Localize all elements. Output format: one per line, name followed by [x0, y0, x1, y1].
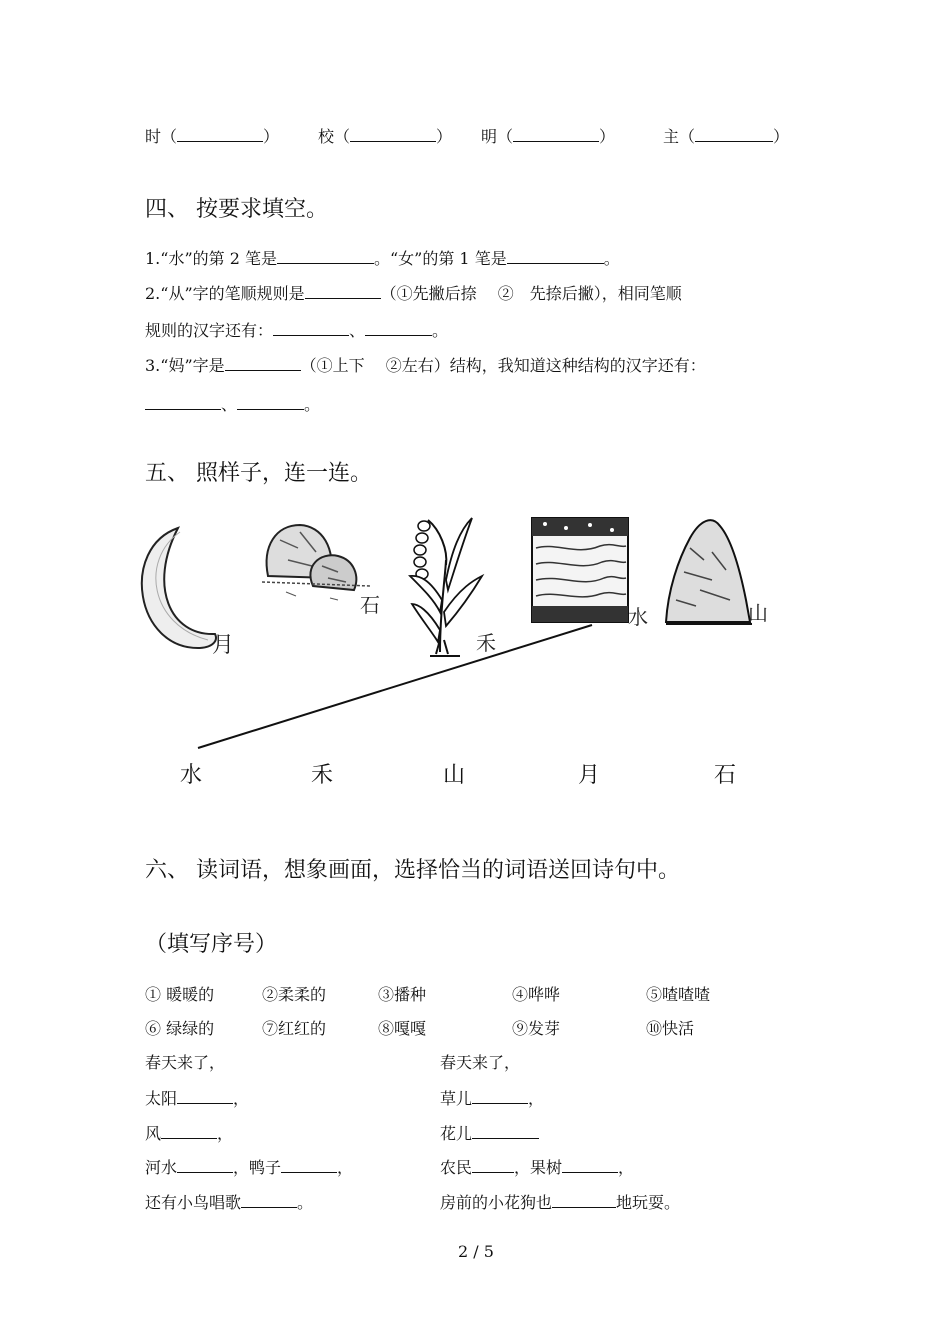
word-moon[interactable]: 月	[578, 763, 601, 788]
page-number: 2 / 5	[458, 1242, 494, 1261]
answer-blank[interactable]	[562, 1158, 618, 1173]
section-6-title: 六、 读词语，想象画面，选择恰当的词语送回诗句中。	[145, 858, 680, 883]
right-poem-line-1: 春天来了，	[440, 1053, 521, 1072]
question-2: 2.“从”字的笔顺规则是 （①先撇后捺 ② 先捺后撇），相同笔顺	[145, 284, 682, 303]
question-2-cont: 规则的汉字还有： 、 。	[145, 321, 449, 340]
example-connection-line	[198, 625, 592, 748]
option-8: ⑧嘎嘎	[378, 1019, 427, 1038]
answer-blank[interactable]	[161, 1124, 217, 1139]
option-9: ⑨发芽	[512, 1019, 561, 1038]
answer-blank[interactable]	[241, 1193, 297, 1208]
rice-picture[interactable]	[410, 518, 482, 656]
picture-label-rice: 禾	[476, 631, 496, 655]
answer-blank[interactable]	[552, 1193, 616, 1208]
answer-blank[interactable]	[177, 1158, 233, 1173]
char-item-shi: 时（ ）	[145, 127, 280, 146]
option-6: ⑥ 绿绿的	[145, 1019, 215, 1038]
char-item-zhu: 主（ ）	[663, 127, 790, 146]
answer-blank[interactable]	[472, 1089, 528, 1104]
picture-label-stone: 石	[360, 593, 380, 617]
left-poem-line-5: 还有小鸟唱歌 。	[145, 1193, 314, 1212]
right-poem-line-4: 农民 ，果树 ，	[440, 1158, 635, 1177]
answer-blank[interactable]	[177, 1089, 233, 1104]
moon-picture[interactable]	[142, 528, 216, 648]
char-item-ming: 明（ ）	[481, 127, 616, 146]
word-rice[interactable]: 禾	[311, 763, 334, 788]
right-poem-line-5: 房前的小花狗也 地玩耍。	[440, 1193, 681, 1212]
word-water[interactable]: 水	[180, 763, 203, 788]
section-5-title: 五、 照样子，连一连。	[145, 461, 372, 486]
stone-picture[interactable]	[262, 525, 370, 600]
picture-label-water: 水	[628, 605, 648, 629]
question-1: 1.“水”的第 2 笔是 。“女”的第 1 笔是 。	[145, 249, 620, 268]
left-poem-line-3: 风 ，	[145, 1124, 234, 1143]
option-7: ⑦红红的	[262, 1019, 327, 1038]
option-3: ③播种	[378, 985, 427, 1004]
option-1: ① 暖暖的	[145, 985, 215, 1004]
answer-blank[interactable]	[472, 1158, 514, 1173]
picture-label-mountain: 山	[748, 601, 768, 625]
water-picture[interactable]	[532, 518, 628, 622]
left-poem-line-1: 春天来了，	[145, 1053, 226, 1072]
section-6-subtitle: （填写序号）	[145, 932, 278, 957]
question-3-cont: 、 。	[145, 392, 320, 415]
option-5: ⑤喳喳喳	[646, 985, 711, 1004]
option-10: ⑩快活	[646, 1019, 695, 1038]
left-poem-line-2: 太阳 ，	[145, 1089, 250, 1108]
answer-blank[interactable]	[281, 1158, 337, 1173]
mountain-picture[interactable]	[666, 520, 752, 624]
option-2: ②柔柔的	[262, 985, 327, 1004]
option-4: ④哗哗	[512, 985, 561, 1004]
right-poem-line-2: 草儿 ，	[440, 1089, 545, 1108]
word-mountain[interactable]: 山	[443, 763, 466, 788]
section-4-title: 四、 按要求填空。	[145, 197, 328, 222]
right-poem-line-3: 花儿	[440, 1121, 539, 1144]
picture-label-moon: 月	[212, 633, 235, 658]
question-3: 3.“妈”字是 （①上下 ②左右）结构，我知道这种结构的汉字还有：	[145, 356, 706, 375]
left-poem-line-4: 河水 ，鸭子 ，	[145, 1158, 354, 1177]
word-stone[interactable]: 石	[714, 763, 737, 788]
char-item-xiao: 校（ ）	[318, 127, 453, 146]
answer-blank[interactable]	[472, 1124, 539, 1139]
